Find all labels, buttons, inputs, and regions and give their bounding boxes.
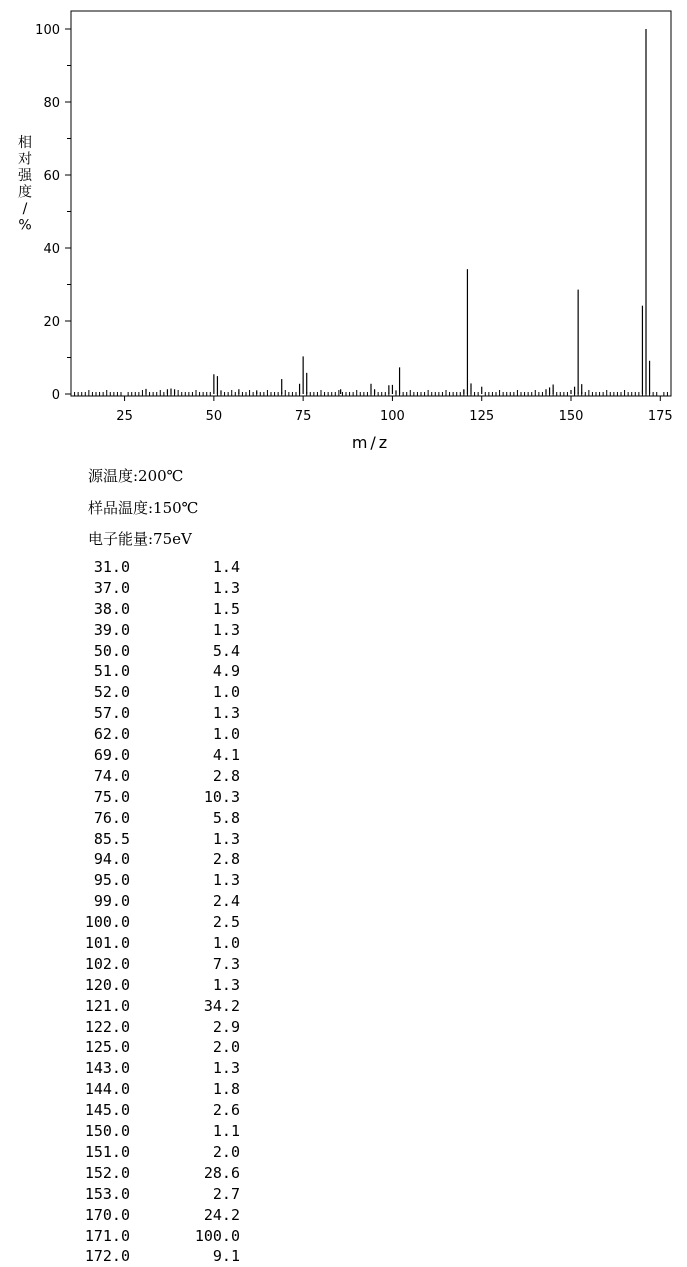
table-row <box>60 1037 240 1058</box>
mz-value: 172.0 <box>84 1247 130 1266</box>
y-tick-label: 100 <box>35 23 60 38</box>
table-row <box>60 557 240 578</box>
intensity-value: 1.3 <box>212 1059 240 1078</box>
intensity-value: 5.4 <box>212 641 240 660</box>
y-tick-label: 80 <box>43 96 60 111</box>
table-row <box>60 724 240 745</box>
intensity-value: 100.0 <box>194 1226 240 1245</box>
table-row <box>60 745 240 766</box>
mz-value: 125.0 <box>84 1038 130 1057</box>
x-tick-label: 75 <box>294 409 312 424</box>
electron-energy: 电子能量:75eV <box>88 530 192 548</box>
intensity-value: 1.3 <box>212 829 240 848</box>
table-row <box>60 682 240 703</box>
table-row <box>60 1246 240 1267</box>
mz-value: 57.0 <box>93 704 130 723</box>
mz-value: 101.0 <box>84 934 130 953</box>
mz-value: 74.0 <box>93 766 130 785</box>
intensity-value: 1.3 <box>212 620 240 639</box>
y-axis <box>35 23 71 403</box>
conditions <box>88 462 198 557</box>
mz-value: 144.0 <box>84 1080 130 1099</box>
table-row <box>60 787 240 808</box>
table-row <box>60 661 240 682</box>
intensity-value: 34.2 <box>203 996 240 1015</box>
table-row <box>60 1184 240 1205</box>
intensity-value: 9.1 <box>212 1247 240 1266</box>
mz-value: 143.0 <box>84 1059 130 1078</box>
intensity-value: 1.0 <box>212 725 240 744</box>
table-row <box>60 996 240 1017</box>
mz-value: 100.0 <box>84 913 130 932</box>
table-row <box>60 1226 240 1247</box>
table-row <box>60 849 240 870</box>
table-row <box>60 1017 240 1038</box>
table-row <box>60 1079 240 1100</box>
sample-temperature: 样品温度:150℃ <box>88 498 199 517</box>
intensity-value: 2.6 <box>212 1101 240 1120</box>
x-tick-label: 25 <box>116 409 133 424</box>
x-tick-label: 50 <box>205 409 223 424</box>
mz-value: 95.0 <box>93 871 130 890</box>
intensity-value: 2.8 <box>212 850 240 869</box>
table-row <box>60 599 240 620</box>
intensity-value: 1.3 <box>212 704 240 723</box>
intensity-value: 1.3 <box>212 578 240 597</box>
intensity-value: 2.0 <box>212 1038 240 1057</box>
plot-frame <box>71 11 671 396</box>
mz-value: 39.0 <box>93 620 130 639</box>
mz-value: 51.0 <box>93 662 130 681</box>
intensity-value: 1.4 <box>212 558 240 576</box>
mz-value: 69.0 <box>93 746 130 765</box>
table-row <box>60 808 240 829</box>
intensity-value: 24.2 <box>203 1205 240 1224</box>
peak-bars <box>146 29 650 394</box>
mz-value: 171.0 <box>84 1226 130 1245</box>
x-tick-label: 125 <box>469 409 495 424</box>
table-row <box>60 1163 240 1184</box>
intensity-value: 2.8 <box>212 766 240 785</box>
intensity-value: 2.5 <box>212 913 240 932</box>
mz-value: 50.0 <box>93 641 130 660</box>
intensity-value: 1.3 <box>212 871 240 890</box>
x-tick-label: 150 <box>558 409 584 424</box>
mz-value: 145.0 <box>84 1101 130 1120</box>
x-tick-label: 100 <box>380 409 405 424</box>
intensity-value: 1.0 <box>212 683 240 702</box>
intensity-value: 1.0 <box>212 934 240 953</box>
mz-value: 170.0 <box>84 1205 130 1224</box>
y-tick-label: 60 <box>43 169 60 184</box>
intensity-value: 2.7 <box>212 1184 240 1203</box>
table-row <box>60 703 240 724</box>
intensity-value: 5.8 <box>212 808 240 827</box>
table-row <box>60 578 240 599</box>
mz-value: 94.0 <box>93 850 130 869</box>
mz-value: 37.0 <box>93 578 130 597</box>
mz-value: 38.0 <box>93 599 130 618</box>
y-tick-label: 40 <box>43 242 60 257</box>
table-row <box>60 1100 240 1121</box>
y-tick-label: 20 <box>43 315 60 330</box>
intensity-value: 4.1 <box>212 746 240 765</box>
x-tick-label: 175 <box>647 409 673 424</box>
table-row <box>60 891 240 912</box>
mz-value: 152.0 <box>84 1163 130 1182</box>
mass-spectrum-chart <box>0 0 687 458</box>
table-row <box>60 912 240 933</box>
intensity-value: 2.4 <box>212 892 240 911</box>
intensity-value: 1.5 <box>212 599 240 618</box>
mz-value: 153.0 <box>84 1184 130 1203</box>
y-axis-label: 相对强度/ % <box>18 135 32 234</box>
intensity-value: 1.1 <box>212 1122 240 1141</box>
table-row <box>60 1142 240 1163</box>
intensity-value: 2.9 <box>212 1017 240 1036</box>
mz-value: 85.5 <box>93 829 130 848</box>
mz-value: 102.0 <box>84 954 130 973</box>
table-row <box>60 766 240 787</box>
table-row <box>60 1121 240 1142</box>
mz-value: 52.0 <box>93 683 130 702</box>
table-row <box>60 620 240 641</box>
mz-value: 150.0 <box>84 1122 130 1141</box>
mz-value: 151.0 <box>84 1142 130 1161</box>
table-row <box>60 975 240 996</box>
intensity-value: 1.3 <box>212 975 240 994</box>
intensity-value: 10.3 <box>203 787 240 806</box>
x-axis-label: m/z <box>351 433 391 452</box>
intensity-value: 7.3 <box>212 954 240 973</box>
table-row <box>60 1058 240 1079</box>
table-row <box>60 829 240 850</box>
intensity-value: 28.6 <box>203 1163 240 1182</box>
mz-value: 76.0 <box>93 808 130 827</box>
mz-value: 122.0 <box>84 1017 130 1036</box>
table-row <box>60 933 240 954</box>
peak-table <box>60 557 240 1267</box>
mz-value: 75.0 <box>93 787 130 806</box>
table-row <box>60 641 240 662</box>
table-row <box>60 870 240 891</box>
mz-value: 62.0 <box>93 725 130 744</box>
source-temperature: 源温度:200℃ <box>88 467 184 485</box>
mz-value: 31.0 <box>93 558 130 576</box>
intensity-value: 2.0 <box>212 1142 240 1161</box>
intensity-value: 4.9 <box>212 662 240 681</box>
mz-value: 121.0 <box>84 996 130 1015</box>
mz-value: 99.0 <box>93 892 130 911</box>
y-tick-label: 0 <box>51 388 60 403</box>
table-row <box>60 1205 240 1226</box>
table-row <box>60 954 240 975</box>
intensity-value: 1.8 <box>212 1080 240 1099</box>
mz-value: 120.0 <box>84 975 130 994</box>
